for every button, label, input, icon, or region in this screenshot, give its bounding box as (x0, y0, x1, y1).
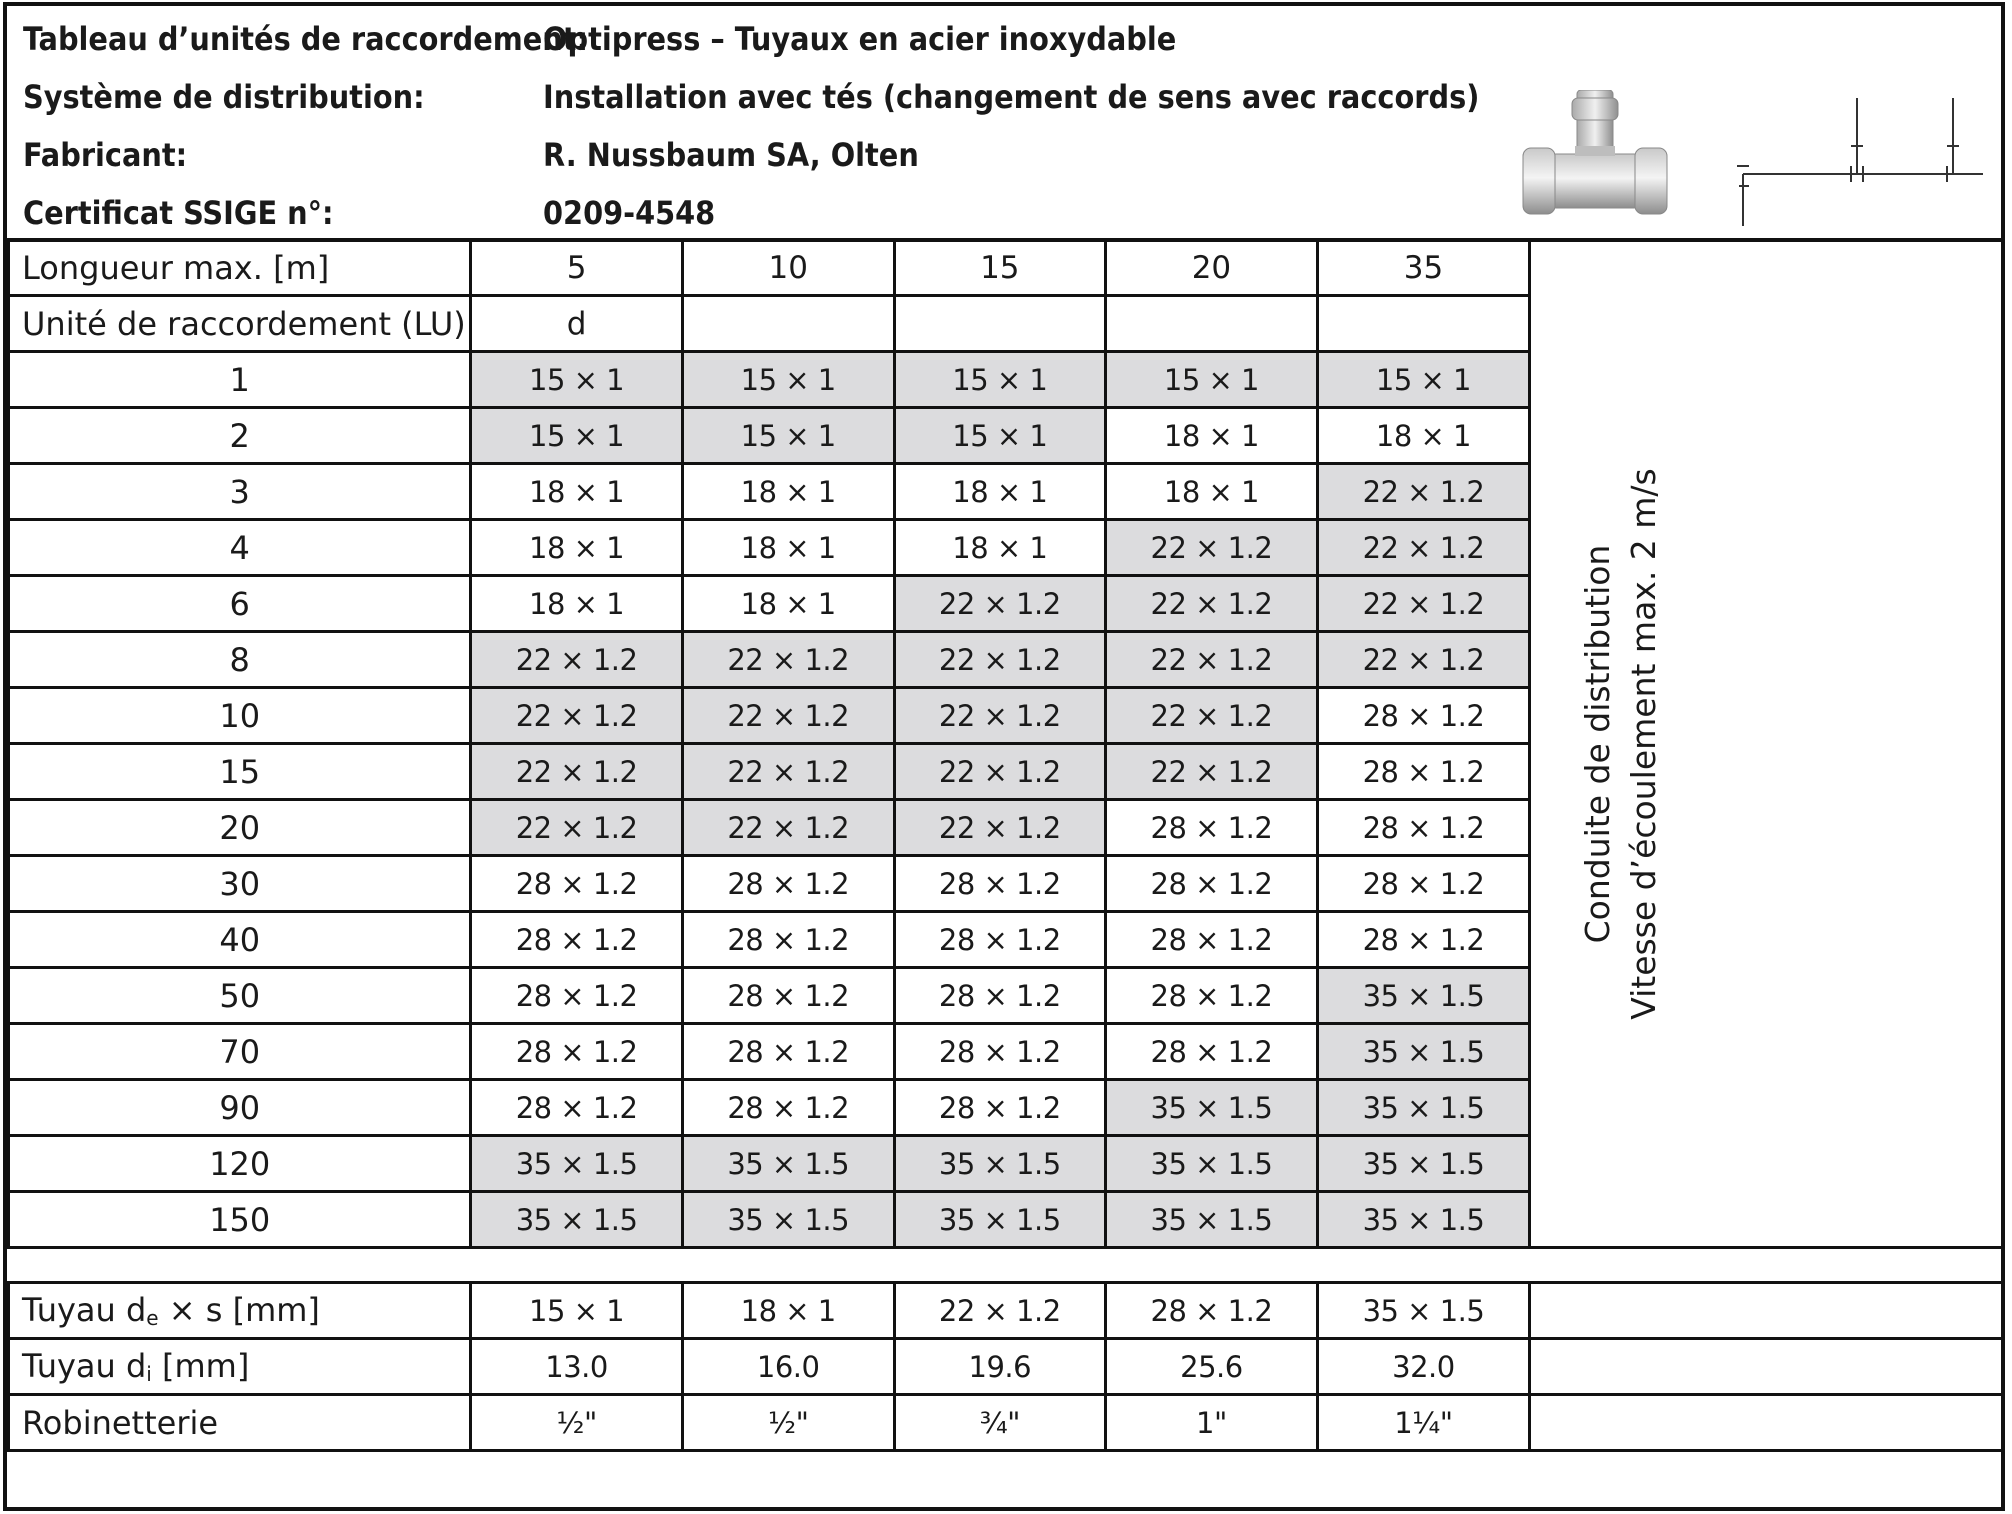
pipe-inner-diameter-label (9, 1339, 471, 1395)
pipe-size-cell: 22 × 1.2 (471, 688, 682, 744)
spacer-cell (9, 1248, 2002, 1283)
pipe-size-cell: 18 × 1 (1105, 464, 1317, 520)
tee-fitting-photo (1523, 90, 1667, 214)
pipe-size-cell: 28 × 1.2 (1105, 968, 1317, 1024)
pipe-inner-diameter-value: 19.6 (894, 1339, 1105, 1395)
document-frame (3, 2, 2005, 1511)
lu-value: 1 (9, 352, 471, 408)
pipe-size-cell: 28 × 1.2 (1105, 856, 1317, 912)
pipe-size-cell: 22 × 1.2 (1317, 464, 1529, 520)
pipe-size-cell: 15 × 1 (1317, 352, 1529, 408)
pipe-size-cell: 35 × 1.5 (1317, 1080, 1529, 1136)
pipe-inner-diameter-value: 13.0 (471, 1339, 682, 1395)
header-value-certificate: 0209-4548 (543, 194, 716, 232)
pipe-size-cell: 22 × 1.2 (894, 632, 1105, 688)
lu-value: 10 (9, 688, 471, 744)
pipe-size-cell: 28 × 1.2 (894, 912, 1105, 968)
pipe-size-cell: 22 × 1.2 (1317, 576, 1529, 632)
header-label-table: Tableau d’unités de raccordement: (23, 20, 589, 58)
pipe-inner-diameter-label-text: Tuyau d (22, 1347, 147, 1385)
pipe-size-cell: 22 × 1.2 (1105, 688, 1317, 744)
lu-value: 40 (9, 912, 471, 968)
length-row (9, 240, 2002, 296)
pipe-size-cell: 35 × 1.5 (1317, 968, 1529, 1024)
pipe-inner-diameter-label-suffix: [mm] (151, 1347, 250, 1385)
pipe-size-cell: 18 × 1 (471, 520, 682, 576)
lu-value: 2 (9, 408, 471, 464)
length-value: 10 (682, 240, 894, 296)
pipe-outer-diameter-value: 22 × 1.2 (894, 1283, 1105, 1339)
pipe-size-cell: 28 × 1.2 (894, 856, 1105, 912)
pipe-size-cell: 28 × 1.2 (894, 968, 1105, 1024)
pipe-size-cell: 35 × 1.5 (894, 1136, 1105, 1192)
pipe-size-cell: 22 × 1.2 (894, 688, 1105, 744)
pipe-size-cell: 28 × 1.2 (682, 968, 894, 1024)
pipe-size-cell: 35 × 1.5 (1105, 1192, 1317, 1248)
pipe-size-cell: 22 × 1.2 (1317, 632, 1529, 688)
pipe-inner-diameter-label-subscript: i (146, 1362, 152, 1386)
pipe-size-cell: 28 × 1.2 (682, 1080, 894, 1136)
lu-value: 15 (9, 744, 471, 800)
length-value: 15 (894, 240, 1105, 296)
pipe-size-cell: 35 × 1.5 (682, 1192, 894, 1248)
pipe-size-cell: 28 × 1.2 (1105, 912, 1317, 968)
pipe-outer-diameter-value: 15 × 1 (471, 1283, 682, 1339)
pipe-inner-diameter-value: 16.0 (682, 1339, 894, 1395)
pipe-size-cell: 28 × 1.2 (1317, 800, 1529, 856)
empty-cell (1317, 296, 1529, 352)
pipe-size-cell: 35 × 1.5 (1317, 1192, 1529, 1248)
pipe-size-cell: 35 × 1.5 (894, 1192, 1105, 1248)
lu-value: 3 (9, 464, 471, 520)
pipe-size-cell: 28 × 1.2 (894, 1024, 1105, 1080)
pipe-size-cell: 15 × 1 (682, 408, 894, 464)
sizing-table (7, 238, 2001, 1452)
pipe-size-cell: 22 × 1.2 (1105, 576, 1317, 632)
pipe-size-cell: 28 × 1.2 (471, 1024, 682, 1080)
empty-cell (1529, 1283, 2001, 1339)
spacer-row (9, 1248, 2002, 1283)
header-value-manufacturer: R. Nussbaum SA, Olten (543, 136, 919, 174)
length-value: 20 (1105, 240, 1317, 296)
fittings-value: ¾" (894, 1395, 1105, 1451)
pipe-size-cell: 22 × 1.2 (682, 632, 894, 688)
pipe-size-cell: 18 × 1 (471, 464, 682, 520)
pipe-size-cell: 22 × 1.2 (1317, 520, 1529, 576)
header-value-system: Installation avec tés (changement de sens avec raccords) (543, 78, 1480, 116)
pipe-size-cell: 18 × 1 (682, 464, 894, 520)
header-value-table: Optipress – Tuyaux en acier inoxydable (543, 20, 1177, 58)
lu-d-marker: d (471, 296, 682, 352)
lu-value: 120 (9, 1136, 471, 1192)
lu-value: 30 (9, 856, 471, 912)
side-note (1529, 240, 2001, 1248)
pipe-size-cell: 18 × 1 (894, 520, 1105, 576)
pipe-size-cell: 35 × 1.5 (1105, 1136, 1317, 1192)
lu-value: 50 (9, 968, 471, 1024)
pipe-size-cell: 22 × 1.2 (1105, 744, 1317, 800)
empty-cell (894, 296, 1105, 352)
piping-schematic (1737, 98, 1983, 226)
pipe-outer-diameter-label-suffix: × s [mm] (158, 1291, 320, 1329)
pipe-inner-diameter-value: 25.6 (1105, 1339, 1317, 1395)
pipe-size-cell: 22 × 1.2 (471, 800, 682, 856)
pipe-size-cell: 35 × 1.5 (1317, 1024, 1529, 1080)
fittings-label: Robinetterie (9, 1395, 471, 1451)
pipe-size-cell: 15 × 1 (471, 408, 682, 464)
pipe-outer-diameter-label-text: Tuyau d (22, 1291, 147, 1329)
pipe-size-cell: 22 × 1.2 (682, 744, 894, 800)
header-label-manufacturer: Fabricant: (23, 136, 188, 174)
pipe-size-cell: 15 × 1 (1105, 352, 1317, 408)
pipe-outer-diameter-value: 28 × 1.2 (1105, 1283, 1317, 1339)
header-label-certificate: Certificat SSIGE n°: (23, 194, 334, 232)
fittings-row (9, 1395, 2002, 1451)
length-value: 35 (1317, 240, 1529, 296)
pipe-size-cell: 22 × 1.2 (471, 744, 682, 800)
header-block (7, 6, 2001, 242)
pipe-size-cell: 35 × 1.5 (1105, 1080, 1317, 1136)
fittings-value: ½" (682, 1395, 894, 1451)
pipe-outer-diameter-label-subscript: e (146, 1306, 159, 1330)
tee-fitting-illustration (1517, 90, 1997, 230)
fittings-value: 1¼" (1317, 1395, 1529, 1451)
pipe-size-cell: 15 × 1 (894, 408, 1105, 464)
lu-value: 20 (9, 800, 471, 856)
pipe-outer-diameter-value: 18 × 1 (682, 1283, 894, 1339)
pipe-size-cell: 28 × 1.2 (1105, 800, 1317, 856)
pipe-size-cell: 15 × 1 (471, 352, 682, 408)
pipe-size-cell: 22 × 1.2 (894, 576, 1105, 632)
pipe-size-cell: 28 × 1.2 (682, 912, 894, 968)
pipe-size-cell: 22 × 1.2 (682, 800, 894, 856)
pipe-outer-diameter-row (9, 1283, 2002, 1339)
pipe-size-cell: 18 × 1 (471, 576, 682, 632)
pipe-size-cell: 22 × 1.2 (1105, 520, 1317, 576)
pipe-size-cell: 28 × 1.2 (1317, 912, 1529, 968)
pipe-size-cell: 28 × 1.2 (1317, 744, 1529, 800)
pipe-outer-diameter-label (9, 1283, 471, 1339)
pipe-size-cell: 28 × 1.2 (1317, 856, 1529, 912)
pipe-size-cell: 35 × 1.5 (471, 1192, 682, 1248)
side-note-line2: Vitesse d’écoulement max. 2 m/s (1623, 467, 1663, 1020)
lu-value: 4 (9, 520, 471, 576)
lu-value: 6 (9, 576, 471, 632)
pipe-size-cell: 28 × 1.2 (471, 856, 682, 912)
empty-cell (1529, 1395, 2001, 1451)
pipe-size-cell: 28 × 1.2 (894, 1080, 1105, 1136)
pipe-size-cell: 15 × 1 (682, 352, 894, 408)
pipe-size-cell: 15 × 1 (894, 352, 1105, 408)
pipe-size-cell: 22 × 1.2 (894, 744, 1105, 800)
empty-cell (1529, 1339, 2001, 1395)
length-label: Longueur max. [m] (9, 240, 471, 296)
lu-value: 8 (9, 632, 471, 688)
pipe-size-cell: 28 × 1.2 (1317, 688, 1529, 744)
pipe-size-cell: 28 × 1.2 (471, 968, 682, 1024)
pipe-size-cell: 22 × 1.2 (682, 688, 894, 744)
pipe-size-cell: 28 × 1.2 (682, 1024, 894, 1080)
pipe-size-cell: 22 × 1.2 (1105, 632, 1317, 688)
pipe-size-cell: 18 × 1 (1105, 408, 1317, 464)
fittings-value: ½" (471, 1395, 682, 1451)
pipe-inner-diameter-value: 32.0 (1317, 1339, 1529, 1395)
fittings-value: 1" (1105, 1395, 1317, 1451)
lu-value: 90 (9, 1080, 471, 1136)
header-label-system: Système de distribution: (23, 78, 425, 116)
pipe-size-cell: 18 × 1 (1317, 408, 1529, 464)
pipe-size-cell: 28 × 1.2 (1105, 1024, 1317, 1080)
lu-label: Unité de raccordement (LU) (9, 296, 471, 352)
empty-cell (682, 296, 894, 352)
pipe-size-cell: 28 × 1.2 (471, 912, 682, 968)
pipe-size-cell: 18 × 1 (682, 576, 894, 632)
pipe-outer-diameter-value: 35 × 1.5 (1317, 1283, 1529, 1339)
lu-value: 70 (9, 1024, 471, 1080)
pipe-size-cell: 28 × 1.2 (682, 856, 894, 912)
pipe-size-cell: 35 × 1.5 (1317, 1136, 1529, 1192)
pipe-size-cell: 35 × 1.5 (471, 1136, 682, 1192)
side-note-line1: Conduite de distribution (1577, 544, 1617, 943)
pipe-size-cell: 18 × 1 (894, 464, 1105, 520)
empty-cell (1105, 296, 1317, 352)
pipe-size-cell: 22 × 1.2 (471, 632, 682, 688)
pipe-size-cell: 28 × 1.2 (471, 1080, 682, 1136)
pipe-size-cell: 35 × 1.5 (682, 1136, 894, 1192)
length-value: 5 (471, 240, 682, 296)
pipe-size-cell: 22 × 1.2 (894, 800, 1105, 856)
pipe-inner-diameter-row (9, 1339, 2002, 1395)
lu-value: 150 (9, 1192, 471, 1248)
pipe-size-cell: 18 × 1 (682, 520, 894, 576)
